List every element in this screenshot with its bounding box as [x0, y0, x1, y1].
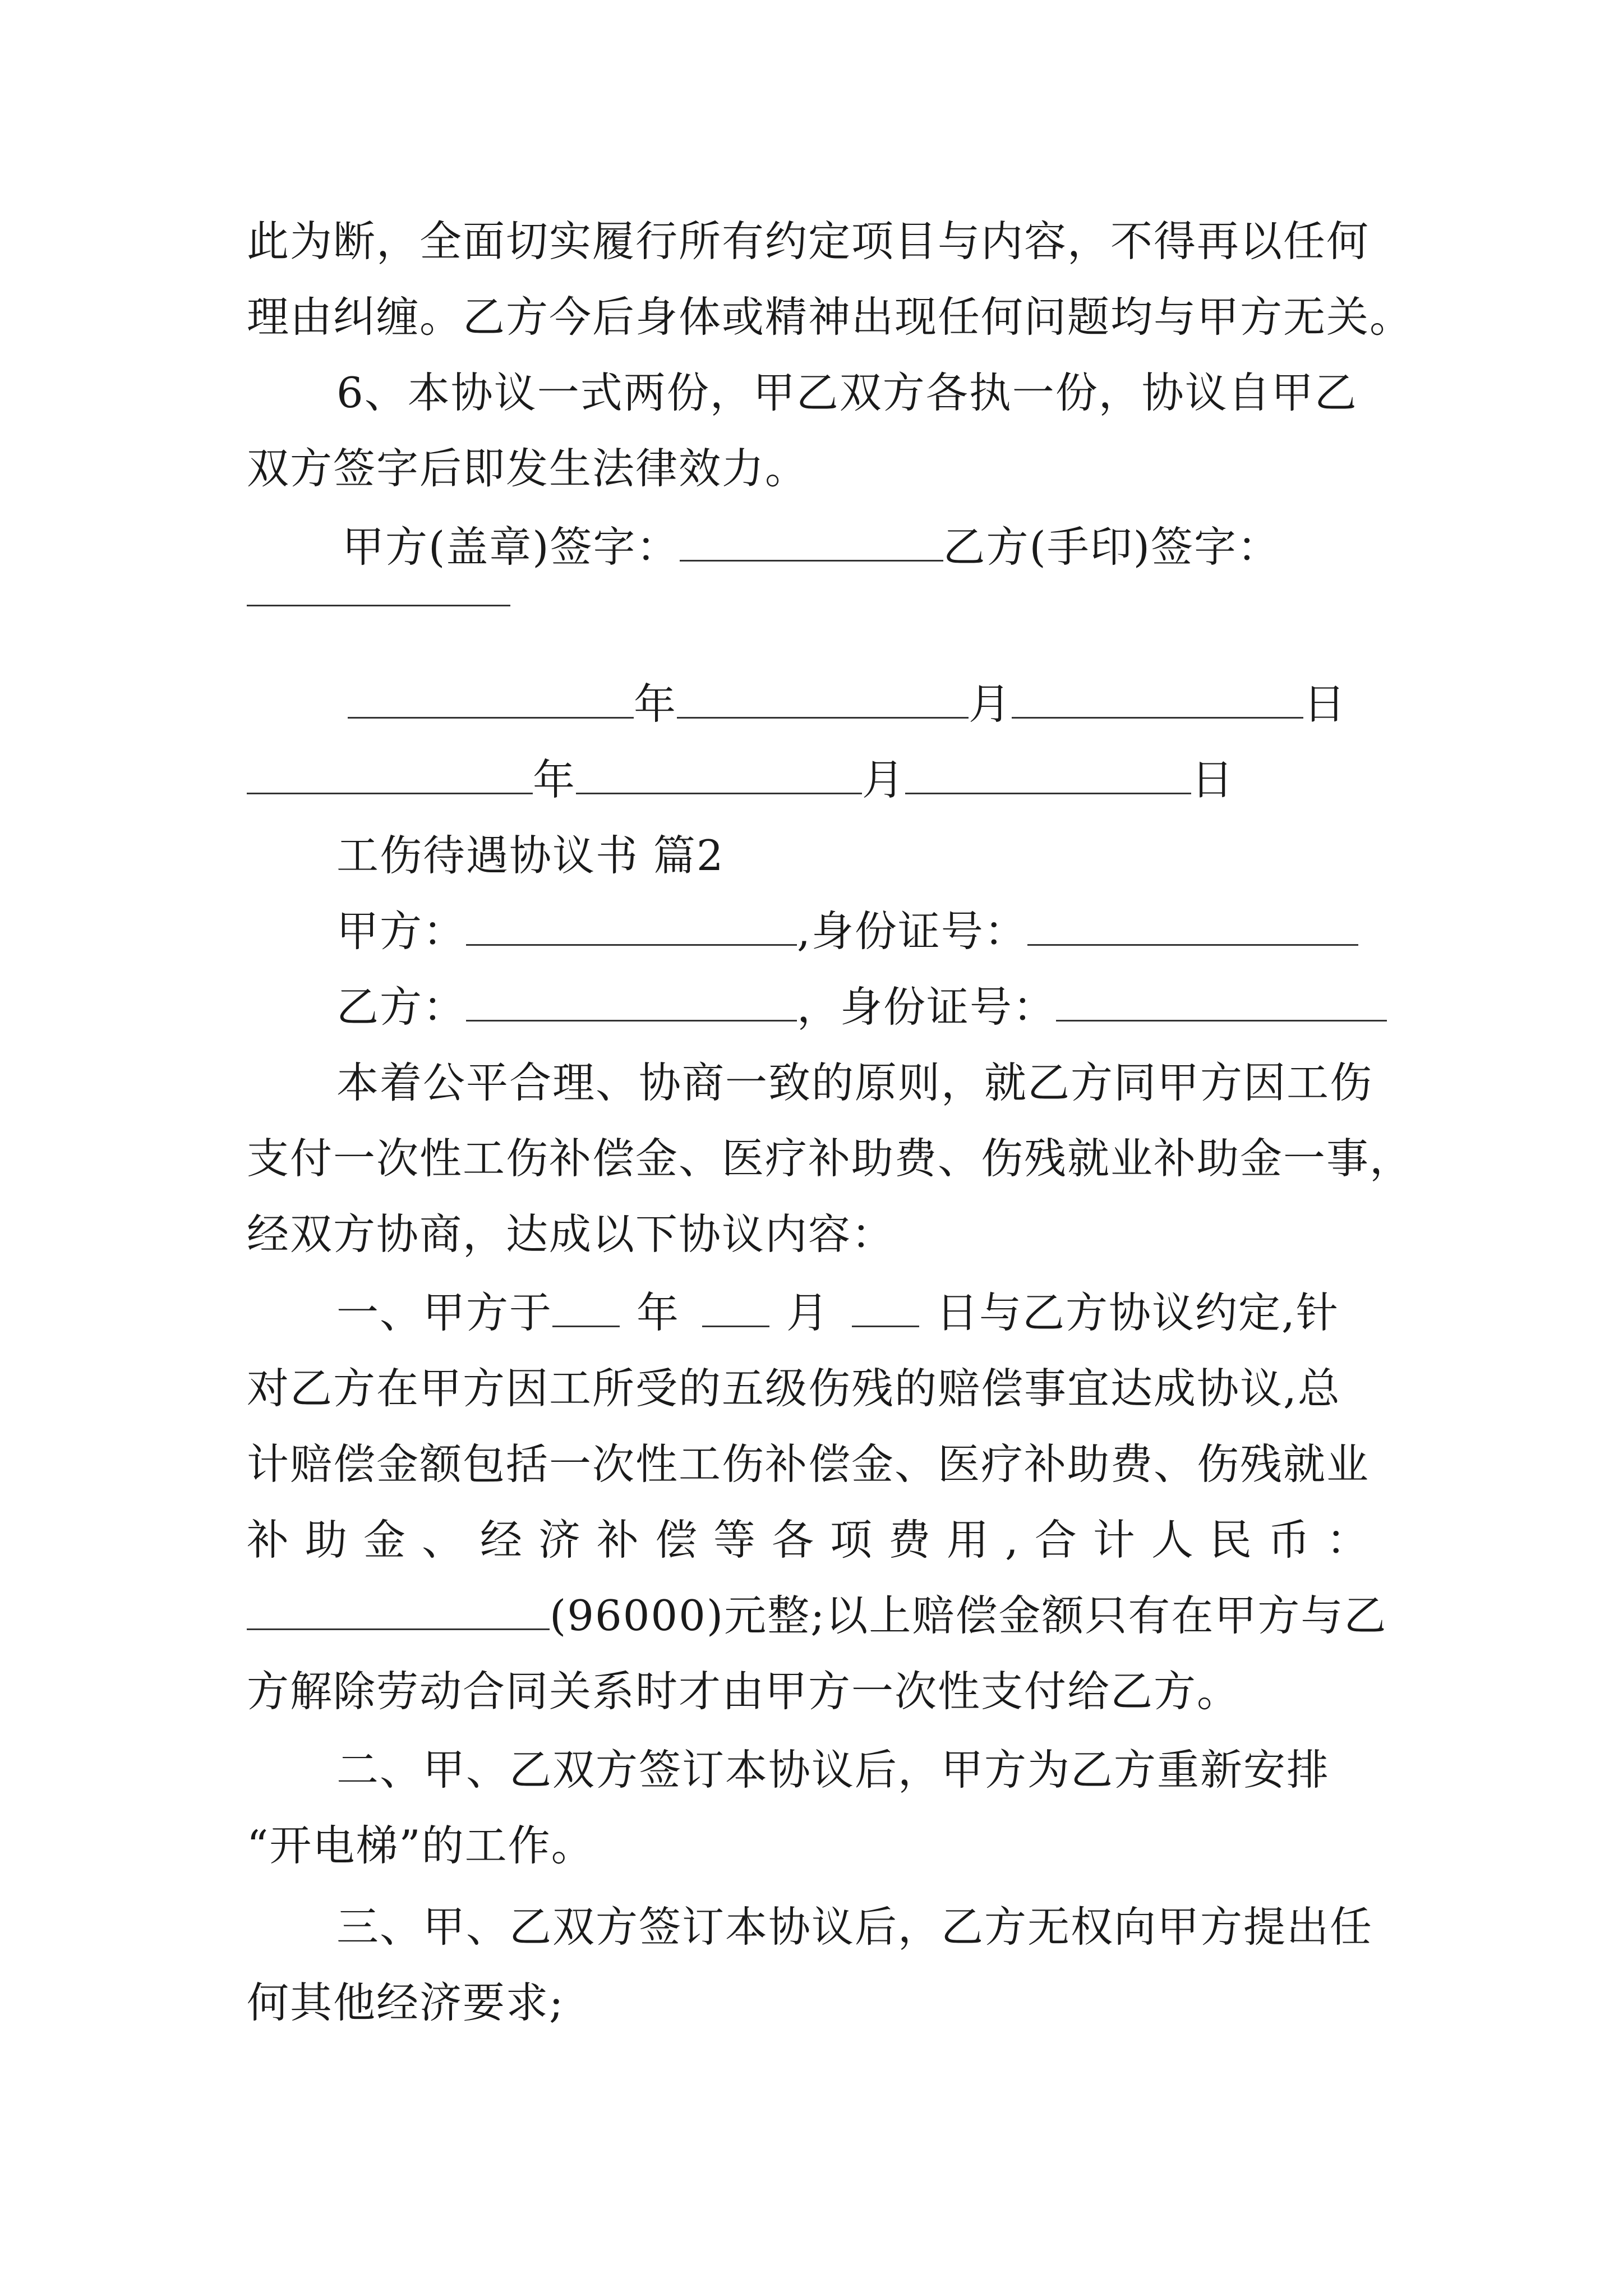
- item1-prefix: 一、甲方于: [336, 1288, 553, 1337]
- item1-line4-char: 币: [1267, 1515, 1310, 1565]
- date-row-b: [247, 752, 1234, 808]
- date-a-year-label: 年: [634, 679, 677, 729]
- party-a-name-blank: [466, 905, 797, 946]
- item1-line4-char: 金: [363, 1515, 406, 1565]
- item1-line4-char: 费: [888, 1515, 931, 1565]
- date-a-day-blank: [1012, 678, 1303, 719]
- date-a-month-label: 月: [969, 679, 1012, 729]
- party-b-signature-label: 乙方(手印)签字：: [943, 522, 1281, 572]
- item1-line4-char: 等: [713, 1515, 756, 1565]
- clause6-line-1: 6、本协议一式两份，甲乙双方各执一份，协议自甲乙: [336, 368, 1358, 417]
- item1-line-2: 对乙方在甲方因工所受的五级伤残的赔偿事宜达成协议,总: [247, 1364, 1341, 1413]
- party-a-row: [336, 903, 1358, 959]
- item1-line4-char: ：: [1326, 1515, 1368, 1565]
- party-a-id-blank: [1027, 905, 1358, 946]
- item1-line4-char: 济: [538, 1515, 581, 1565]
- item1-line4-char: 助: [305, 1515, 348, 1565]
- item1-line-4: [247, 1512, 1368, 1568]
- item1-line4-char: 补: [247, 1515, 289, 1565]
- item1-year-blank: [552, 1286, 620, 1327]
- party-b-signature-blank: [247, 605, 510, 606]
- date-row-a: [348, 676, 1347, 732]
- item1-line4-char: 偿: [655, 1515, 698, 1565]
- item1-line-6: 方解除劳动合同关系时才由甲方一次性支付给乙方。: [247, 1667, 1241, 1716]
- section2-title: 工伤待遇协议书 篇2: [336, 831, 725, 880]
- item1-amount-blank: [247, 1589, 550, 1630]
- intro-line-1: 本着公平合理、协商一致的原则，就乙方同甲方因工伤: [336, 1058, 1373, 1107]
- party-b-id-blank: [1056, 981, 1387, 1022]
- date-b-day-label: 日: [1191, 755, 1235, 804]
- item1-line4-char: 、: [422, 1515, 464, 1565]
- item1-month-label: 月: [786, 1288, 830, 1337]
- item1-line4-char: 项: [830, 1515, 873, 1565]
- item1-suffix: 日与乙方协议约定,针: [936, 1288, 1339, 1337]
- item1-day-blank: [852, 1286, 919, 1327]
- item1-line-1: [336, 1285, 1339, 1341]
- date-b-year-blank: [247, 753, 533, 794]
- date-b-day-blank: [905, 753, 1191, 794]
- party-b-label: 乙方：: [336, 982, 467, 1032]
- item1-line4-char: 各: [772, 1515, 814, 1565]
- item1-line4-char: 民: [1209, 1515, 1252, 1565]
- intro-line-2: 支付一次性工伤补偿金、医疗补助费、伤残就业补助金一事，: [247, 1134, 1413, 1183]
- item1-line4-char: ,: [1005, 1515, 1018, 1565]
- continuation-line-2: 理由纠缠。乙方今后身体或精神出现任何问题均与甲方无关。: [247, 292, 1413, 342]
- item1-line-5: [247, 1588, 1387, 1644]
- continuation-line-1: 此为断，全面切实履行所有约定项目与内容，不得再以任何: [247, 217, 1370, 266]
- clause6-line-2: 双方签字后即发生法律效力。: [247, 444, 809, 493]
- party-a-signature-blank: [680, 521, 943, 562]
- party-b-row: [336, 979, 1387, 1035]
- party-b-id-label: ，身份证号：: [797, 982, 1057, 1032]
- intro-line-3: 经双方协商，达成以下协议内容：: [247, 1209, 895, 1259]
- item3-line-1: 三、甲、乙双方签订本协议后，乙方无权向甲方提出任: [336, 1902, 1373, 1952]
- date-a-year-blank: [348, 678, 634, 719]
- signature-row: [342, 519, 1280, 575]
- date-a-day-label: 日: [1303, 679, 1347, 729]
- date-b-year-label: 年: [533, 755, 577, 804]
- party-a-id-label: ,身份证号：: [797, 907, 1027, 956]
- party-a-label: 甲方：: [336, 907, 467, 956]
- item1-line4-char: 合: [1034, 1515, 1077, 1565]
- item1-line4-char: 人: [1151, 1515, 1193, 1565]
- item2-line-1: 二、甲、乙双方签订本协议后，甲方为乙方重新安排: [336, 1745, 1330, 1795]
- item2-line-2: “开电梯”的工作。: [247, 1821, 594, 1870]
- item1-line4-char: 计: [1092, 1515, 1135, 1565]
- item1-month-blank: [702, 1286, 769, 1327]
- date-a-month-blank: [677, 678, 969, 719]
- item1-amount-text: (96000)元整;以上赔偿金额只有在甲方与乙: [550, 1591, 1387, 1640]
- date-b-month-blank: [576, 753, 862, 794]
- item1-year-label: 年: [637, 1288, 680, 1337]
- date-b-month-label: 月: [862, 755, 906, 804]
- item1-line4-char: 用: [947, 1515, 989, 1565]
- item3-line-2: 何其他经济要求;: [247, 1978, 565, 2027]
- item1-line4-char: 经: [480, 1515, 523, 1565]
- party-b-name-blank: [466, 981, 797, 1022]
- item1-line4-char: 补: [597, 1515, 639, 1565]
- item1-line-3: 计赔偿金额包括一次性工伤补偿金、医疗补助费、伤残就业: [247, 1439, 1370, 1489]
- party-a-signature-label: 甲方(盖章)签字：: [342, 522, 680, 572]
